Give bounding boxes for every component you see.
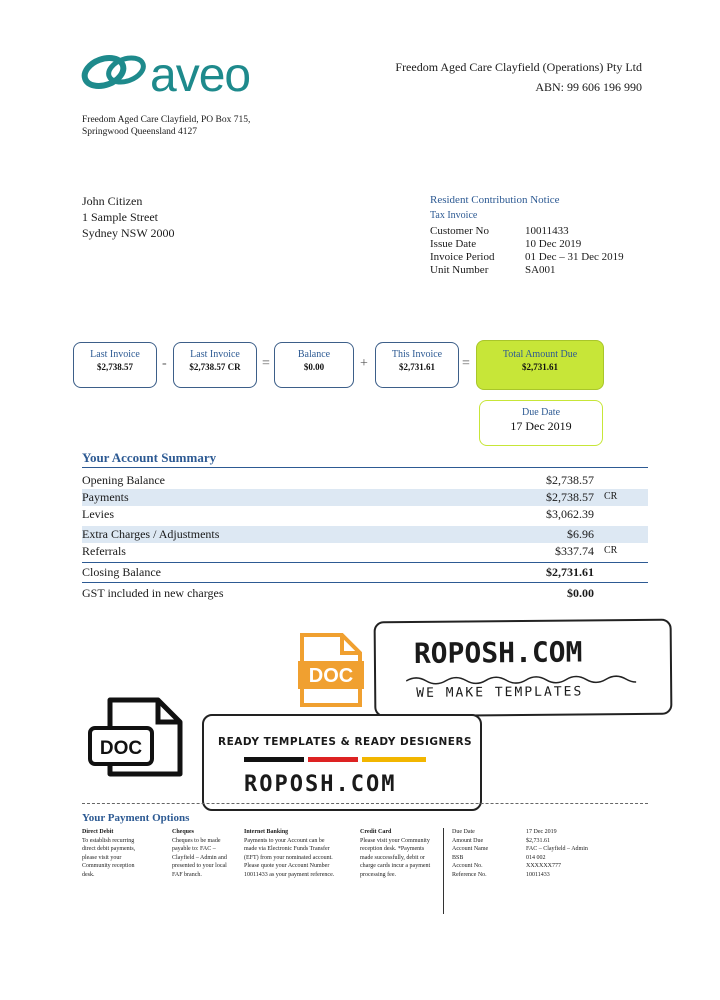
company-name: Freedom Aged Care Clayfield (Operations) Pty Ltd (395, 60, 642, 74)
payment-col-credit-card (360, 828, 434, 879)
detail-row (452, 862, 588, 871)
stripe-black (244, 757, 304, 762)
closing-balance-row (82, 564, 648, 581)
field-label: Unit Number (430, 264, 489, 276)
row-value: $337.74 (555, 544, 594, 558)
equals-operator: = (262, 356, 270, 371)
detail-label: BSB (452, 854, 464, 861)
row-value: $2,738.57 (546, 490, 594, 504)
box-label: Last Invoice (90, 349, 140, 360)
detail-value: XXXXXX777 (526, 863, 561, 869)
box-value: $2,731.61 (399, 362, 435, 372)
row-cr: CR (604, 545, 618, 556)
sender-line-2: Springwood Queensland 4127 (82, 127, 198, 137)
gst-label: GST included in new charges (82, 586, 224, 600)
box-value: $0.00 (303, 362, 325, 372)
due-label: Due Date (521, 407, 561, 418)
closing-label: Closing Balance (82, 565, 161, 579)
field-value: 01 Dec – 31 Dec 2019 (525, 251, 624, 263)
company-abn: ABN: 99 606 196 990 (535, 80, 642, 94)
summary-row (82, 506, 648, 523)
field-label: Invoice Period (430, 251, 495, 263)
col-body: To establish recurring direct debit payments, please visit your Community reception desk. (82, 837, 136, 878)
equals-operator-2: = (462, 356, 470, 371)
last-invoice-box (73, 342, 157, 388)
payment-col-internet-banking (244, 828, 336, 879)
orange-doc-file-icon (298, 631, 364, 709)
summary-row (82, 472, 648, 489)
col-body: Cheques to be made payable to: FAC – Clayfield – Admin and presented to your local FAF branch. (172, 837, 227, 878)
notice-field-row (430, 225, 624, 238)
row-label: Extra Charges / Adjustments (82, 527, 220, 541)
summary-title: Your Account Summary (82, 450, 217, 465)
total-amount-due-box (476, 340, 604, 390)
notice-field-row (430, 238, 624, 251)
box-label: This Invoice (391, 349, 443, 360)
payment-col-direct-debit (82, 828, 144, 879)
due-value: 17 Dec 2019 (510, 419, 572, 433)
recipient-address (82, 193, 174, 241)
detail-row (452, 828, 588, 837)
gst-row (82, 585, 648, 602)
summary-row (82, 489, 648, 506)
col-heading: Direct Debit (82, 829, 114, 835)
orange-doc-label: DOC (308, 665, 354, 687)
minus-operator: - (162, 356, 167, 371)
roposh-stamp-large (374, 619, 673, 718)
summary-row (82, 526, 648, 543)
notice-field-row (430, 264, 624, 277)
box-value: $2,738.57 (97, 362, 133, 372)
roposh-tagline: WE MAKE TEMPLATES (416, 684, 584, 701)
detail-row (452, 845, 588, 854)
recipient-street: 1 Sample Street (82, 210, 158, 224)
notice-subtitle: Tax Invoice (430, 210, 478, 221)
plus-operator: + (360, 356, 368, 371)
field-label: Issue Date (430, 238, 477, 250)
aveo-logo-mark (80, 50, 152, 92)
sender-address (82, 114, 302, 138)
summary-row (82, 543, 648, 560)
total-value: $2,731.61 (522, 362, 558, 372)
ready-templates-text: READY TEMPLATES & READY DESIGNERS (218, 736, 473, 748)
detail-row (452, 871, 588, 880)
row-label: Payments (82, 490, 129, 504)
detail-value: FAC – Clayfield – Admin (526, 846, 588, 852)
field-value: SA001 (525, 264, 556, 276)
row-value: $2,738.57 (546, 473, 594, 487)
roposh-stamp-small (202, 714, 482, 811)
row-value: $6.96 (567, 527, 594, 541)
recipient-city: Sydney NSW 2000 (82, 226, 175, 240)
box-label: Last Invoice (190, 349, 240, 360)
detail-label: Due Date (452, 829, 475, 835)
detail-label: Account No. (452, 863, 483, 869)
detail-value: $2,731.61 (526, 837, 550, 844)
stripe-yellow (362, 757, 426, 762)
col-heading: Credit Card (360, 829, 392, 835)
summary-divider (82, 467, 648, 468)
col-heading: Internet Banking (244, 829, 289, 835)
col-heading: Cheques (172, 829, 195, 835)
detail-row (452, 837, 588, 846)
roposh-brand-large: ROPOSH.COM (413, 635, 583, 670)
detail-value: 014 002 (526, 854, 546, 861)
detail-value: 10011433 (526, 871, 550, 878)
balance-box (274, 342, 354, 388)
black-doc-file-icon (84, 696, 184, 778)
notice-fields (430, 225, 624, 277)
payment-vertical-divider (443, 828, 444, 914)
box-label: Balance (297, 349, 331, 360)
roposh-brand-small: ROPOSH.COM (244, 772, 397, 797)
payment-title: Your Payment Options (82, 812, 190, 824)
col-body: Payments to your Account can be made via Electronic Funds Transfer (EFT) from your nominated account. Please quote your Account Number 10011433 as your payment reference. (244, 837, 335, 878)
notice-title: Resident Contribution Notice (430, 194, 560, 206)
detail-label: Amount Due (452, 837, 484, 844)
col-body: Please visit your Community reception desk. *Payments made successfully, debit or charge cards incur a payment processing fee. (360, 837, 431, 878)
field-label: Customer No (430, 225, 489, 237)
closing-value: $2,731.61 (546, 565, 594, 579)
this-invoice-box (375, 342, 459, 388)
detail-value: 17 Dec 2019 (526, 829, 557, 835)
detail-label: Reference No. (452, 871, 487, 878)
row-label: Opening Balance (82, 473, 165, 487)
due-date-box (479, 400, 603, 446)
box-value: $2,738.57 CR (189, 362, 241, 372)
payment-col-cheques (172, 828, 236, 879)
total-label: Total Amount Due (502, 349, 578, 360)
row-value: $3,062.39 (546, 507, 594, 521)
last-invoice-credit-box (173, 342, 257, 388)
field-value: 10011433 (525, 225, 569, 237)
closing-divider-top (82, 562, 648, 563)
recipient-name: John Citizen (82, 194, 143, 208)
black-doc-label: DOC (99, 738, 143, 759)
gst-value: $0.00 (567, 586, 594, 600)
sender-line-1: Freedom Aged Care Clayfield, PO Box 715, (82, 115, 251, 125)
notice-field-row (430, 251, 624, 264)
field-value: 10 Dec 2019 (525, 238, 582, 250)
payment-divider (82, 803, 648, 804)
detail-row (452, 854, 588, 863)
aveo-logo-text: aveo (150, 49, 251, 102)
row-cr: CR (604, 491, 618, 502)
payment-details (452, 828, 588, 879)
row-label: Referrals (82, 544, 126, 558)
closing-divider-bottom (82, 582, 648, 583)
stripe-red (308, 757, 358, 762)
row-label: Levies (82, 507, 114, 521)
detail-label: Account Name (452, 846, 489, 852)
